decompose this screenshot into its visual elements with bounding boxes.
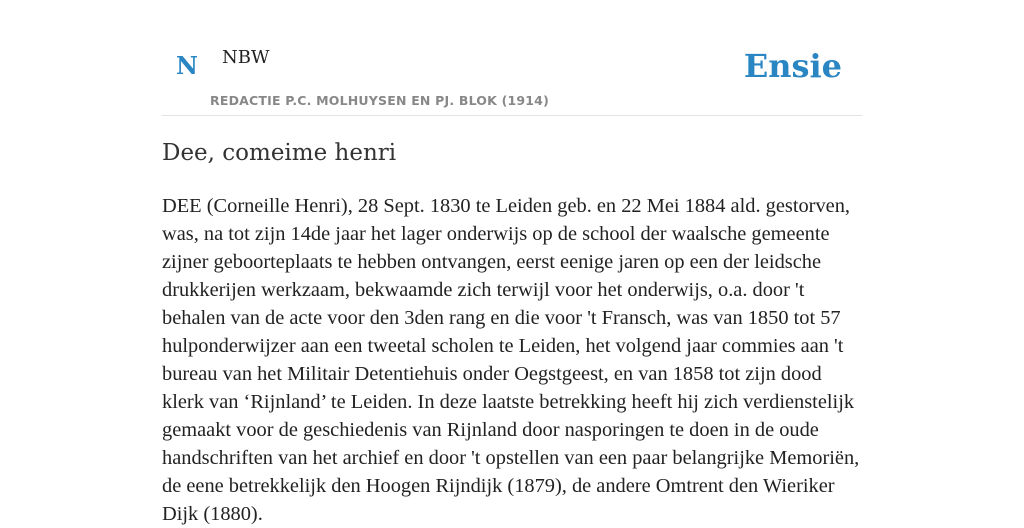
source-name[interactable]: NBW bbox=[222, 47, 270, 68]
source-subtitle: REDACTIE P.C. MOLHUYSEN EN PJ. BLOK (1914) bbox=[210, 93, 549, 108]
article-body: DEE (Corneille Henri), 28 Sept. 1830 te Leiden geb. en 22 Mei 1884 ald. gestorven, was, na tot zijn 14de jaar het lager onderwijs op de school der waalsche gemeente zijner geboorteplaats te hebben ontvangen, eerst eenige jaren op een der leidsche drukkerijen werkzaam, bekwaamde zich terwijl voor het onderwijs, o.a. door 't behalen van de acte voor den 3den rang en die voor 't Fransch, was van 1850 tot 57 hulponderwijzer aan een tweetal scholen te Leiden, het volgend jaar commies aan 't bureau van het Militair Detentiehuis onder Oegstgeest, en van 1858 tot zijn dood klerk van ‘Rijnland’ te Leiden. In deze laatste betrekking heeft hij zich verdienstelijk gemaakt voor de geschiedenis van Rijnland door nasporingen te doen in de oude handschriften van het archief en door 't opstellen van een paar belangrijke Memoriën, de eene betrekkelijk den Hoogen Rijndijk (1879), de andere Omtrent den Wieriker Dijk (1880). bbox=[162, 195, 860, 525]
article-title: Dee, comeime henri bbox=[162, 140, 397, 166]
page-header bbox=[162, 0, 862, 116]
brand-logo[interactable]: Ensie bbox=[743, 47, 842, 85]
source-logo[interactable]: N bbox=[176, 51, 198, 80]
